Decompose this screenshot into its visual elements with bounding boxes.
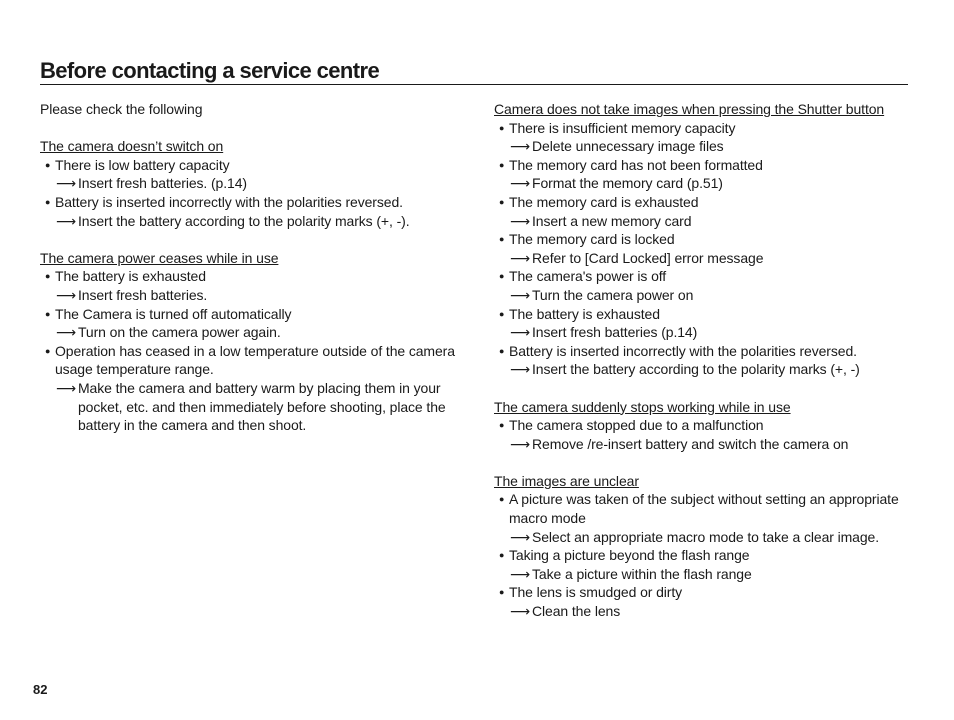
- solution-item: [40, 286, 472, 305]
- bullet-icon: ●: [499, 122, 505, 133]
- solution-item: [40, 323, 472, 342]
- intro-text: Please check the following: [40, 101, 203, 117]
- bullet-icon: ●: [45, 271, 51, 282]
- troubleshooting-section: [40, 249, 472, 435]
- problem-text: The battery is exhausted: [55, 268, 206, 285]
- solution-item: [494, 174, 914, 193]
- bullet-icon: ●: [499, 550, 505, 561]
- arrow-right-icon: ⟶: [56, 286, 76, 303]
- solution-item: [494, 435, 914, 454]
- problem-item: [494, 193, 914, 212]
- solution-item: [494, 565, 914, 584]
- arrow-right-icon: ⟶: [510, 286, 530, 303]
- problem-text: The battery is exhausted: [509, 305, 660, 322]
- problem-item: [494, 305, 914, 324]
- page-number: 82: [33, 682, 48, 697]
- arrow-right-icon: ⟶: [510, 565, 530, 582]
- solution-item: [494, 360, 914, 379]
- arrow-right-icon: ⟶: [510, 175, 530, 192]
- arrow-right-icon: ⟶: [510, 528, 530, 545]
- bullet-icon: ●: [499, 234, 505, 245]
- page-title: Before contacting a service centre: [40, 58, 908, 85]
- solution-text: Insert fresh batteries. (p.14): [78, 175, 247, 192]
- solution-text: Insert fresh batteries.: [78, 286, 208, 303]
- problem-item: [40, 305, 472, 324]
- arrow-right-icon: ⟶: [510, 603, 530, 620]
- solution-item: [494, 528, 914, 547]
- bullet-icon: ●: [499, 345, 505, 356]
- problem-item: [494, 416, 914, 435]
- arrow-right-icon: ⟶: [510, 324, 530, 341]
- solution-text: Refer to [Card Locked] error message: [532, 249, 764, 266]
- section-heading: The images are unclear: [494, 472, 639, 489]
- bullet-icon: ●: [45, 345, 51, 356]
- problem-item: [494, 583, 914, 602]
- problem-text: A picture was taken of the subject without setting an appropriate macro mode: [509, 491, 899, 527]
- arrow-right-icon: ⟶: [56, 324, 76, 341]
- solution-text: Delete unnecessary image files: [532, 138, 724, 155]
- problem-item: [494, 119, 914, 138]
- bullet-icon: ●: [45, 196, 51, 207]
- problem-item: [40, 267, 472, 286]
- problem-text: Taking a picture beyond the flash range: [509, 547, 750, 564]
- problem-text: The Camera is turned off automatically: [55, 305, 292, 322]
- problem-item: [494, 156, 914, 175]
- problem-item: [40, 156, 472, 175]
- arrow-right-icon: ⟶: [56, 175, 76, 192]
- right-column: [494, 100, 914, 639]
- bullet-icon: ●: [45, 159, 51, 170]
- problem-text: The memory card has not been formatted: [509, 156, 763, 173]
- solution-item: [494, 602, 914, 621]
- problem-item: [494, 342, 914, 361]
- solution-text: Insert the battery according to the polarity marks (+, -).: [78, 212, 410, 229]
- bullet-icon: ●: [499, 587, 505, 598]
- problem-item: [494, 490, 914, 527]
- left-sections: [40, 137, 472, 435]
- problem-text: Battery is inserted incorrectly with the polarities reversed.: [509, 342, 857, 359]
- solution-item: [40, 379, 472, 435]
- problem-text: Operation has ceased in a low temperature outside of the camera usage temperature range.: [55, 342, 455, 378]
- solution-text: Format the memory card (p.51): [532, 175, 723, 192]
- problem-item: [494, 267, 914, 286]
- problem-text: Battery is inserted incorrectly with the polarities reversed.: [55, 193, 403, 210]
- section-heading: The camera suddenly stops working while in use: [494, 398, 791, 415]
- problem-text: The lens is smudged or dirty: [509, 584, 683, 601]
- solution-text: Turn the camera power on: [532, 286, 694, 303]
- solution-item: [494, 286, 914, 305]
- bullet-icon: ●: [499, 494, 505, 505]
- section-heading: The camera power ceases while in use: [40, 249, 279, 266]
- solution-item: [494, 249, 914, 268]
- problem-text: There is low battery capacity: [55, 156, 230, 173]
- left-column: [40, 100, 472, 453]
- solution-text: Clean the lens: [532, 603, 621, 620]
- arrow-right-icon: ⟶: [510, 361, 530, 378]
- arrow-right-icon: ⟶: [56, 212, 76, 229]
- solution-item: [494, 212, 914, 231]
- troubleshooting-section: [494, 100, 914, 379]
- problem-item: [494, 546, 914, 565]
- solution-text: Take a picture within the flash range: [532, 565, 752, 582]
- section-heading: The camera doesn’t switch on: [40, 138, 224, 155]
- bullet-icon: ●: [499, 308, 505, 319]
- solution-text: Insert fresh batteries (p.14): [532, 324, 698, 341]
- solution-text: Turn on the camera power again.: [78, 324, 281, 341]
- problem-text: The memory card is exhausted: [509, 193, 699, 210]
- solution-text: Select an appropriate macro mode to take a clear image.: [532, 528, 880, 545]
- section-heading: Camera does not take images when pressing the Shutter button: [494, 101, 885, 117]
- bullet-icon: ●: [499, 159, 505, 170]
- problem-text: The camera's power is off: [509, 268, 667, 285]
- bullet-icon: ●: [499, 420, 505, 431]
- troubleshooting-section: [494, 398, 914, 454]
- right-sections: [494, 100, 914, 621]
- solution-text: Insert the battery according to the polarity marks (+, -): [532, 361, 860, 378]
- solution-item: [40, 212, 472, 231]
- arrow-right-icon: ⟶: [510, 435, 530, 452]
- solution-text: Make the camera and battery warm by placing them in your pocket, etc. and then immediately before shooting, place the battery in the camera and then shoot.: [78, 379, 446, 434]
- problem-text: There is insufficient memory capacity: [509, 119, 736, 136]
- problem-item: [494, 230, 914, 249]
- solution-text: Remove /re-insert battery and switch the camera on: [532, 435, 849, 452]
- troubleshooting-section: [494, 472, 914, 621]
- bullet-icon: ●: [45, 308, 51, 319]
- problem-item: [40, 342, 472, 379]
- bullet-icon: ●: [499, 271, 505, 282]
- arrow-right-icon: ⟶: [510, 138, 530, 155]
- solution-text: Insert a new memory card: [532, 212, 692, 229]
- arrow-right-icon: ⟶: [510, 249, 530, 266]
- troubleshooting-section: [40, 137, 472, 230]
- solution-item: [494, 137, 914, 156]
- solution-item: [40, 174, 472, 193]
- problem-item: [40, 193, 472, 212]
- problem-text: The memory card is locked: [509, 231, 675, 248]
- arrow-right-icon: ⟶: [510, 212, 530, 229]
- bullet-icon: ●: [499, 196, 505, 207]
- arrow-right-icon: ⟶: [56, 379, 76, 396]
- problem-text: The camera stopped due to a malfunction: [509, 417, 764, 434]
- solution-item: [494, 323, 914, 342]
